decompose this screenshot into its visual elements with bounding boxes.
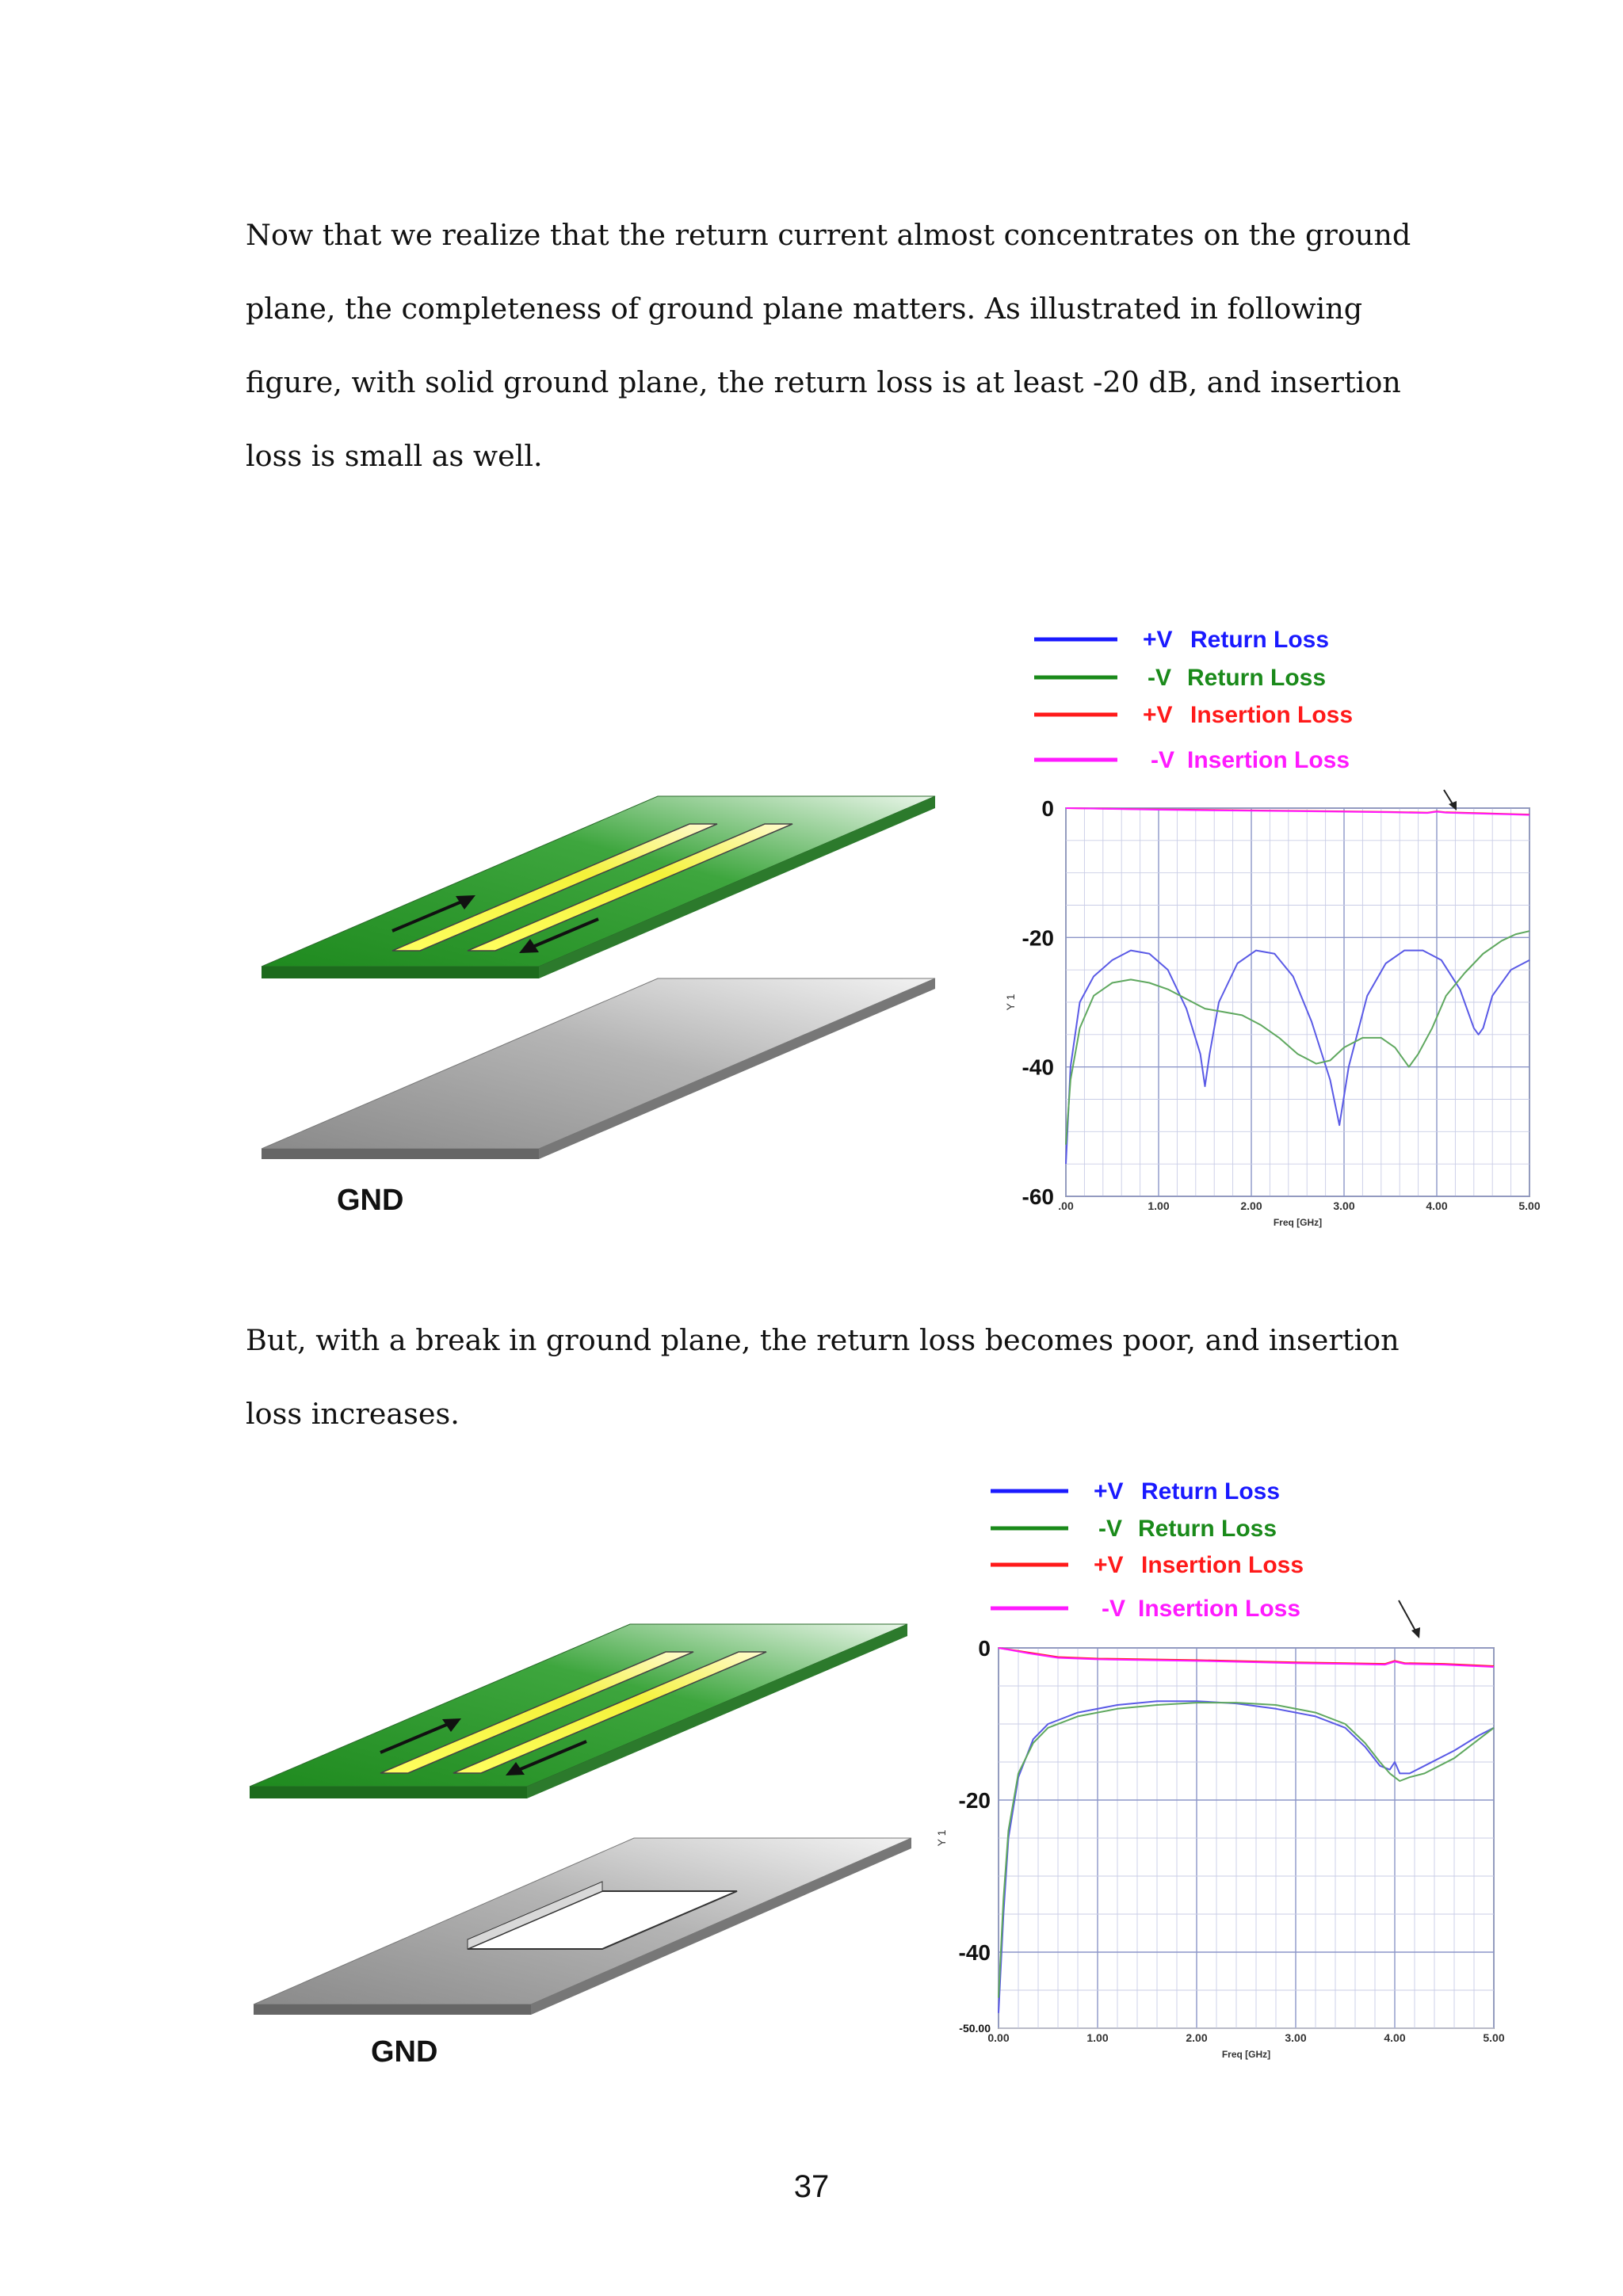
x-tick-labels [987,2031,1504,2044]
x-tick-label: 3.00 [1333,1199,1355,1212]
x-tick-label: 2.00 [1186,2031,1208,2044]
pcb-illustration [250,1624,911,2069]
y-axis-label: Y 1 [935,1829,948,1847]
y-tick-label: 0 [1041,796,1054,821]
y-tick-label: -40 [958,1940,991,1965]
gnd-label: GND [371,2035,438,2069]
x-tick-label: 0.00 [987,2031,1010,2044]
y-tick-label: -20 [1022,925,1054,951]
marker-arrow [1399,1600,1420,1638]
legend-prefix: +V [1143,627,1173,653]
x-tick-label: 5.00 [1518,1199,1541,1212]
paragraph-intro: Now that we realize that the return current almost concentrates on the ground plane, the completeness of ground plane matters. As illustrated in following figure, with solid ground plane, the return loss is at least -20 dB, and insertion loss is small as well. [246,218,1411,473]
chart-1 [1004,790,1541,1228]
legend-prefix: -V [1098,1516,1122,1542]
legend-label: Return Loss [1187,665,1327,691]
signal-layer-edge [262,967,539,978]
y-tick-label: -20 [958,1788,991,1813]
legend-prefix: -V [1151,747,1174,773]
y-tick-label: 0 [978,1636,991,1661]
legend-prefix: -V [1102,1596,1125,1622]
x-tick-labels [1058,1199,1541,1212]
page-number: 37 [793,2169,830,2204]
legend-label: Return Loss [1138,1516,1277,1542]
gnd-label: GND [337,1184,404,1217]
y-tick-labels [959,1636,991,2035]
legend-prefix: +V [1143,702,1173,728]
legend-label: Insertion Loss [1190,702,1354,728]
legend-label: Insertion Loss [1138,1596,1301,1622]
x-axis-label: Freq [GHz] [1221,2049,1271,2060]
y-axis-label: Y 1 [1004,994,1017,1011]
x-tick-label: 2.00 [1240,1199,1262,1212]
legend-prefix: -V [1148,665,1171,691]
chart-legend [991,1478,1304,1622]
ground-plane-edge [254,2004,531,2015]
legend-label: Return Loss [1190,627,1330,653]
figure-solid-ground [238,606,1545,1252]
marker-arrow [1444,790,1457,810]
legend-prefix: +V [1094,1552,1124,1578]
x-tick-label: 5.00 [1483,2031,1505,2044]
ground-plane-edge [262,1149,539,1159]
legend-prefix: +V [1094,1478,1124,1505]
x-axis-label: Freq [GHz] [1273,1217,1323,1228]
chart-legend [1034,627,1353,773]
x-tick-label: 1.00 [1148,1199,1170,1212]
signal-layer-edge [250,1787,527,1798]
x-tick-label: 4.00 [1384,2031,1406,2044]
legend-label: Insertion Loss [1141,1552,1304,1578]
legend-label: Insertion Loss [1187,747,1350,773]
signal-layer-board [250,1624,907,1787]
paragraph-break: But, with a break in ground plane, the return loss becomes poor, and insertion loss increases. [246,1323,1400,1431]
x-tick-label: 4.00 [1426,1199,1448,1212]
figure-broken-ground [238,1458,1545,2076]
pcb-illustration [262,796,935,1217]
x-tick-label: 1.00 [1086,2031,1109,2044]
y-tick-label: -60 [1022,1184,1054,1209]
x-tick-label: .00 [1058,1199,1074,1212]
chart-2 [935,1600,1505,2060]
y-tick-label: -50.00 [959,2022,991,2035]
legend-label: Return Loss [1141,1478,1281,1505]
x-tick-label: 3.00 [1285,2031,1307,2044]
y-tick-labels [1022,796,1054,1209]
y-tick-label: -40 [1022,1055,1054,1080]
